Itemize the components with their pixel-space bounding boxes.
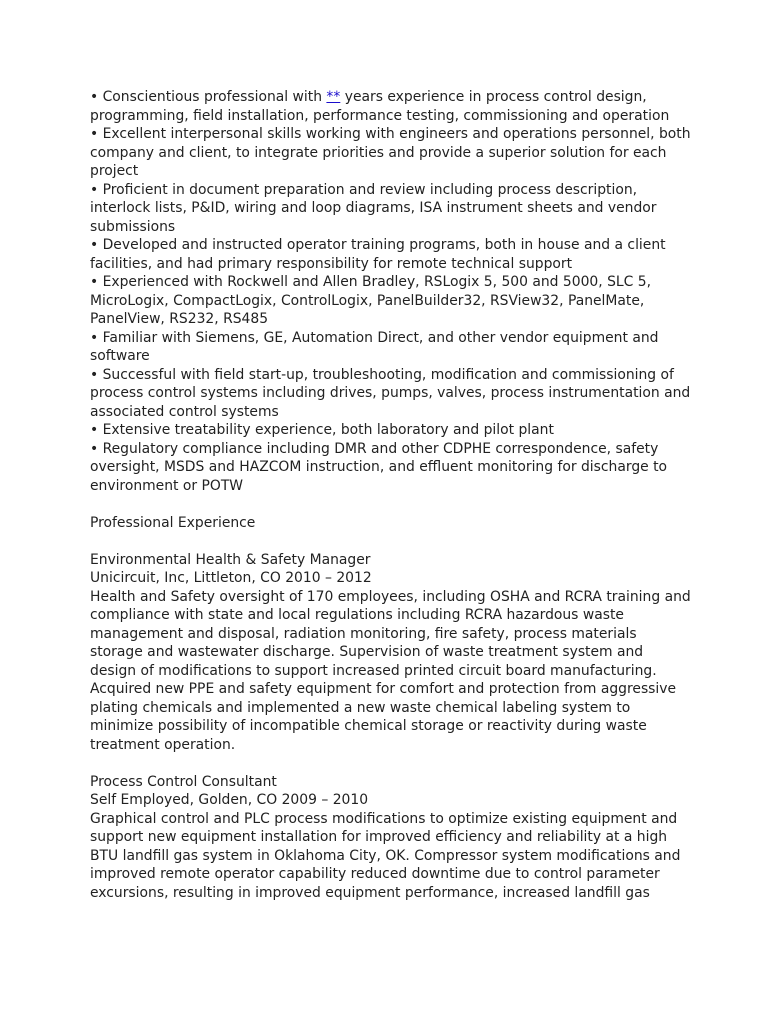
job-desc-line: Graphical control and PLC process modifications to optimize existing equipment and (90, 810, 678, 827)
bullet-line: oversight, MSDS and HAZCOM instruction, and effluent monitoring for discharge to (90, 459, 668, 475)
bullet-line: company and client, to integrate priorities and provide a superior solution for each (90, 144, 667, 161)
job-desc-line: minimize possibility of incompatible chemical storage or reactivity during waste (90, 718, 647, 734)
job-desc-line: plating chemicals and implemented a new waste chemical labeling system to (90, 699, 631, 716)
bullet-line: • Familiar with Siemens, GE, Automation Direct, and other vendor equipment and (90, 329, 659, 346)
bullet-line: facilities, and had primary responsibility for remote technical support (90, 255, 573, 272)
spacer (90, 532, 720, 551)
section-heading: Professional Experience (90, 514, 256, 531)
bullet-line: associated control systems (90, 403, 279, 420)
job-desc-line: BTU landfill gas system in Oklahoma City, OK. Compressor system modifications and (90, 847, 681, 864)
job-entry-1 (90, 551, 720, 755)
job-company: Unicircuit, Inc, Littleton, CO 2010 – 2012 (90, 570, 372, 586)
bullet-line (90, 88, 720, 107)
job-desc-line: storage and wastewater discharge. Supervision of waste treatment system and (90, 644, 644, 660)
job-title: Environmental Health & Safety Manager (90, 551, 371, 568)
bullet-line: environment or POTW (90, 477, 244, 494)
job-desc-line: improved remote operator capability reduced downtime due to control parameter (90, 866, 660, 882)
bullet-line: PanelView, RS232, RS485 (90, 311, 269, 327)
text: years experience in process control design, (340, 89, 647, 105)
bullet-line: MicroLogix, CompactLogix, ControlLogix, PanelBuilder32, RSView32, PanelMate, (90, 292, 645, 309)
job-company: Self Employed, Golden, CO 2009 – 2010 (90, 792, 369, 808)
bullet-line: • Extensive treatability experience, both laboratory and pilot plant (90, 422, 554, 438)
text: • Conscientious professional with (90, 89, 327, 105)
job-desc-line: compliance with state and local regulations including RCRA hazardous waste (90, 607, 624, 623)
job-desc-line: design of modifications to support increased printed circuit board manufacturing. (90, 662, 657, 679)
job-entry-2 (90, 773, 720, 903)
bullet-line: project (90, 163, 139, 179)
bullet-line: • Excellent interpersonal skills working with engineers and operations personnel, both (90, 126, 691, 142)
bullet-line: programming, field installation, performance testing, commissioning and operation (90, 107, 670, 124)
job-desc-line: Health and Safety oversight of 170 employees, including OSHA and RCRA training and (90, 588, 691, 605)
spacer (90, 754, 720, 773)
job-desc-line: treatment operation. (90, 736, 236, 753)
spacer (90, 495, 720, 514)
job-title: Process Control Consultant (90, 773, 277, 790)
document-page (90, 88, 720, 902)
bullet-line: process control systems including drives, pumps, valves, process instrumentation and (90, 385, 691, 401)
bullet-line: • Successful with field start-up, troubleshooting, modification and commissioning of (90, 366, 674, 383)
bullet-line: submissions (90, 218, 176, 235)
job-desc-line: support new equipment installation for improved efficiency and reliability at a high (90, 829, 668, 845)
bullet-line: • Proficient in document preparation and review including process description, (90, 181, 638, 198)
years-link[interactable]: ** (326, 89, 341, 105)
job-desc-line: Acquired new PPE and safety equipment for comfort and protection from aggressive (90, 681, 677, 697)
job-desc-line: excursions, resulting in improved equipment performance, increased landfill gas (90, 884, 650, 901)
bullet-line: • Developed and instructed operator training programs, both in house and a client (90, 237, 666, 253)
bullet-line: interlock lists, P&ID, wiring and loop diagrams, ISA instrument sheets and vendor (90, 200, 657, 216)
bullet-line: software (90, 348, 150, 364)
summary-bullets (90, 88, 720, 495)
job-desc-line: management and disposal, radiation monitoring, fire safety, process materials (90, 625, 637, 642)
bullet-line: • Regulatory compliance including DMR and other CDPHE correspondence, safety (90, 440, 659, 457)
bullet-line: • Experienced with Rockwell and Allen Bradley, RSLogix 5, 500 and 5000, SLC 5, (90, 274, 652, 290)
